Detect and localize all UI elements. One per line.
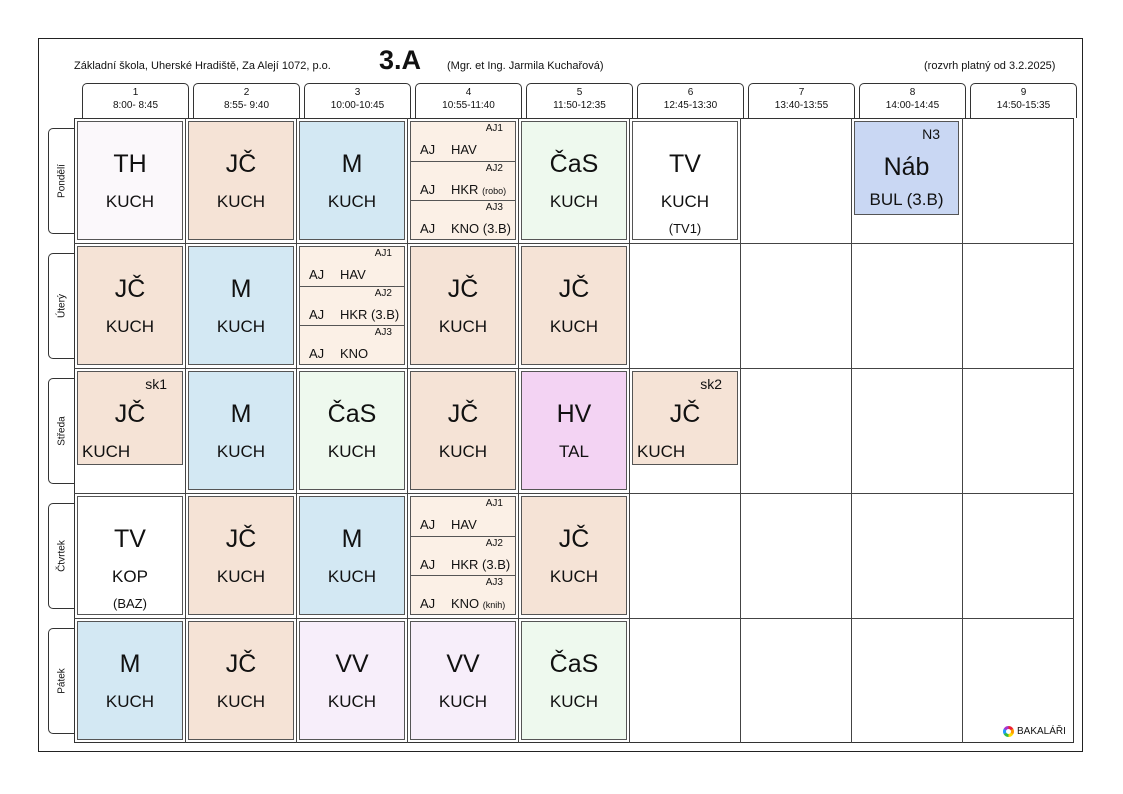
group-lesson [411, 161, 515, 200]
lesson-subject: JČ [225, 650, 257, 678]
lesson-teacher: KUCH [438, 442, 488, 461]
period-time: 14:50-15:35 [996, 100, 1051, 111]
group-label: AJ3 [374, 327, 392, 338]
period-number: 1 [132, 87, 139, 98]
group-lesson [411, 122, 515, 161]
period-header [526, 83, 633, 118]
lesson-cell[interactable] [188, 621, 294, 740]
room-note: (knih) [482, 600, 506, 610]
lesson-cell[interactable] [77, 121, 183, 240]
lesson-subject: AJ [420, 221, 436, 236]
lesson-cell[interactable] [521, 621, 627, 740]
lesson-cell[interactable] [299, 496, 405, 615]
lesson-teacher [451, 517, 477, 532]
lesson-cell[interactable] [410, 246, 516, 365]
lesson-teacher: KUCH [105, 192, 155, 211]
lesson-subject: M [341, 150, 363, 178]
lesson-subject: JČ [669, 400, 701, 428]
day-label: Pátek [56, 668, 67, 694]
period-number: 7 [798, 87, 805, 98]
lesson-teacher [451, 596, 505, 611]
lesson-subject: AJ [420, 596, 436, 611]
lesson-teacher: HAV [340, 267, 366, 282]
group-lesson [300, 286, 404, 325]
lesson-teacher: KUCH [105, 317, 155, 336]
group-label: AJ3 [485, 577, 503, 588]
group-lesson [300, 325, 404, 364]
school-name: Základní škola, Uherské Hradiště, Za Alejí 1072, p.o. [74, 60, 331, 72]
lesson-subject: ČaS [549, 150, 599, 178]
lesson-subject: M [341, 525, 363, 553]
lesson-subject: JČ [447, 275, 479, 303]
lesson-teacher: KUCH [637, 442, 686, 461]
lesson-subject: Náb [883, 153, 930, 181]
group-label: AJ1 [485, 498, 503, 509]
lesson-teacher: TAL [559, 442, 589, 461]
lesson-subject: AJ [420, 182, 436, 197]
lesson-cell[interactable] [77, 371, 183, 465]
group-lesson [300, 247, 404, 286]
group-label: AJ3 [485, 202, 503, 213]
lesson-cell[interactable] [188, 496, 294, 615]
lesson-subject: AJ [420, 142, 436, 157]
grid-line [296, 118, 297, 743]
day-header-tuesday [48, 253, 74, 359]
lesson-cell[interactable] [299, 121, 405, 240]
valid-from: (rozvrh platný od 3.2.2025) [924, 60, 1056, 72]
lesson-teacher: KOP [112, 567, 148, 586]
lesson-cell[interactable] [410, 371, 516, 490]
day-header-wednesday [48, 378, 74, 484]
lesson-subject: TV [669, 150, 701, 178]
period-header [970, 83, 1077, 118]
period-time: 11:50-12:35 [553, 100, 606, 111]
day-header-thursday [48, 503, 74, 609]
lesson-subject: JČ [558, 525, 590, 553]
grid-line [185, 118, 186, 743]
group-label: sk2 [700, 376, 722, 392]
day-label: Středa [56, 416, 67, 446]
period-time: 8:00- 8:45 [112, 100, 159, 111]
lesson-subject: AJ [420, 517, 436, 532]
day-header-monday [48, 128, 74, 234]
lesson-subject: JČ [447, 400, 479, 428]
logo-text: BAKALÁŘI [1017, 726, 1066, 737]
grid-line [740, 118, 741, 743]
lesson-subject: ČaS [549, 650, 599, 678]
lesson-cell[interactable] [410, 621, 516, 740]
period-number: 9 [1020, 87, 1027, 98]
lesson-teacher: KUCH [549, 317, 599, 336]
period-header [193, 83, 300, 118]
lesson-cell[interactable] [632, 121, 738, 240]
group-label: AJ2 [485, 538, 503, 549]
lesson-teacher: KNO [340, 346, 369, 361]
lesson-cell[interactable] [521, 496, 627, 615]
lesson-cell[interactable] [188, 121, 294, 240]
lesson-subject: M [230, 400, 252, 428]
teacher-code: HAV [451, 142, 477, 157]
lesson-teacher: KUCH [105, 692, 155, 711]
lesson-cell[interactable] [77, 246, 183, 365]
grid-line [74, 368, 1074, 369]
period-number: 4 [465, 87, 472, 98]
period-time: 10:55-11:40 [442, 100, 495, 111]
grid-line [518, 118, 519, 743]
group-label: AJ2 [485, 163, 503, 174]
day-label: Pondělí [56, 164, 67, 198]
teacher-code: KNO (3.B) [451, 221, 511, 236]
lesson-cell[interactable] [521, 371, 627, 490]
lesson-teacher: KUCH [438, 317, 488, 336]
group-label: sk1 [145, 376, 167, 392]
teacher-code: HAV [451, 517, 477, 532]
lesson-cell-groups[interactable] [299, 246, 405, 365]
lesson-room: (TV1) [668, 221, 702, 236]
lesson-subject: AJ [309, 307, 325, 322]
lesson-subject: M [230, 275, 252, 303]
lesson-subject: ČaS [327, 400, 377, 428]
grid-line [851, 118, 852, 743]
lesson-teacher: KUCH [438, 692, 488, 711]
grid-line [962, 118, 963, 743]
period-header [748, 83, 855, 118]
lesson-subject: TV [114, 525, 146, 553]
group-lesson [411, 200, 515, 239]
period-number: 3 [354, 87, 361, 98]
lesson-cell[interactable] [77, 621, 183, 740]
lesson-cell[interactable] [299, 621, 405, 740]
period-time: 8:55- 9:40 [223, 100, 270, 111]
lesson-teacher [451, 182, 506, 197]
teacher-code: HKR [451, 182, 479, 197]
lesson-teacher: KUCH [216, 692, 266, 711]
lesson-subject: VV [335, 650, 369, 678]
period-time: 13:40-13:55 [774, 100, 829, 111]
lesson-teacher: KUCH [549, 192, 599, 211]
lesson-cell[interactable] [521, 121, 627, 240]
period-number: 8 [909, 87, 916, 98]
period-time: 10:00-10:45 [330, 100, 385, 111]
day-header-friday [48, 628, 74, 734]
lesson-cell[interactable] [188, 371, 294, 490]
lesson-subject: HV [556, 400, 592, 428]
grid-line [74, 493, 1074, 494]
lesson-teacher: KUCH [549, 567, 599, 586]
lesson-teacher [451, 557, 510, 572]
group-lesson [411, 575, 515, 614]
lesson-teacher: KUCH [549, 692, 599, 711]
period-number: 6 [687, 87, 694, 98]
group-label: AJ2 [374, 288, 392, 299]
group-label: AJ1 [374, 248, 392, 259]
lesson-room: (BAZ) [113, 596, 147, 611]
lesson-teacher: KUCH [327, 692, 377, 711]
grid-line [629, 118, 630, 743]
lesson-subject: JČ [114, 400, 146, 428]
teacher-code: KNO [451, 596, 480, 611]
period-time: 14:00-14:45 [885, 100, 940, 111]
lesson-teacher: KUCH [216, 192, 266, 211]
period-time: 12:45-13:30 [663, 100, 718, 111]
grid-line [407, 118, 408, 743]
lesson-teacher: KUCH [82, 442, 131, 461]
group-lesson [411, 536, 515, 575]
period-header [82, 83, 189, 118]
period-header [304, 83, 411, 118]
lesson-cell[interactable] [521, 246, 627, 365]
lesson-teacher: BUL (3.B) [869, 190, 944, 209]
lesson-teacher: KUCH [660, 192, 710, 211]
class-title: 3.A [379, 45, 422, 75]
group-label: N3 [922, 126, 940, 142]
lesson-subject: JČ [558, 275, 590, 303]
bakalari-logo [1003, 726, 1066, 737]
bakalari-logo-icon [1003, 726, 1014, 737]
lesson-teacher [451, 221, 511, 236]
lesson-cell[interactable] [632, 371, 738, 465]
grid-line [74, 243, 1074, 244]
lesson-subject: AJ [309, 346, 325, 361]
lesson-subject: TH [113, 150, 147, 178]
grid-line [74, 618, 1074, 619]
lesson-teacher: KUCH [216, 442, 266, 461]
lesson-subject: JČ [114, 275, 146, 303]
lesson-teacher: KUCH [327, 192, 377, 211]
period-number: 2 [243, 87, 250, 98]
group-lesson [411, 497, 515, 536]
lesson-subject: AJ [420, 557, 436, 572]
lesson-subject: JČ [225, 150, 257, 178]
class-teacher: (Mgr. et Ing. Jarmila Kuchařová) [447, 60, 604, 72]
lesson-teacher: KUCH [216, 567, 266, 586]
lesson-cell-groups[interactable] [410, 496, 516, 615]
lesson-cell-groups[interactable] [410, 121, 516, 240]
teacher-code: HKR (3.B) [451, 557, 511, 572]
lesson-teacher: KUCH [216, 317, 266, 336]
period-header [415, 83, 522, 118]
lesson-subject: JČ [225, 525, 257, 553]
lesson-cell[interactable] [77, 496, 183, 615]
period-number: 5 [576, 87, 583, 98]
lesson-teacher: KUCH [327, 442, 377, 461]
lesson-cell[interactable] [854, 121, 959, 215]
room-note: (robo) [482, 186, 507, 196]
day-label: Čtvrtek [56, 540, 67, 572]
lesson-teacher: KUCH [327, 567, 377, 586]
lesson-subject: AJ [309, 267, 325, 282]
lesson-cell[interactable] [299, 371, 405, 490]
day-label: Úterý [56, 294, 67, 318]
period-header [637, 83, 744, 118]
lesson-subject: VV [446, 650, 480, 678]
group-label: AJ1 [485, 123, 503, 134]
lesson-subject: M [119, 650, 141, 678]
period-header [859, 83, 966, 118]
lesson-teacher [451, 142, 477, 157]
lesson-cell[interactable] [188, 246, 294, 365]
lesson-teacher: HKR (3.B) [340, 307, 400, 322]
